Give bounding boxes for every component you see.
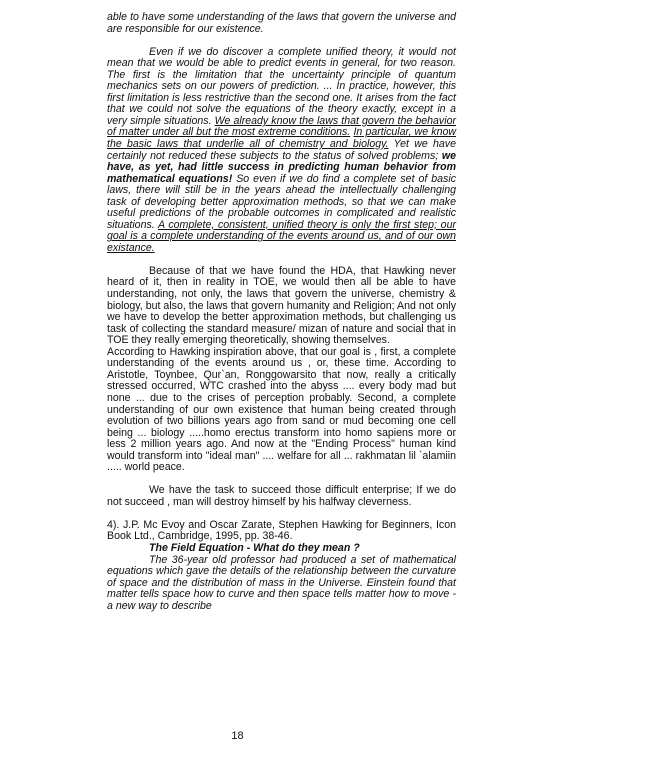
- paragraph-intro: able to have some understanding of the laws that govern the universe and are responsible for our existence.: [107, 11, 456, 35]
- quote-underlined-2: In particular, we know the basic laws that underlie all of chemistry and biology.: [107, 126, 457, 150]
- paragraph-hawking-quote: [107, 47, 456, 255]
- paragraph-inspiration: According to Hawking inspiration above, that our goal is , first, a complete understanding of the events around us , or, these time. According to Aristotle, Toynbee, Qur`an, Ronggowarsito that now, really a critically stressed occurred, WTC crashed into the abyss .... every body mad but none ... due to the crises of perception probably. Second, a complete understanding of our own existence that human being created through evolution of two billions years ago from sand or mud becoming one cell being ... biology .....homo erectus transform into homo sapiens more or less 2 million years ago. And now at the "Ending Process" human kind would transform into "ideal man" .... welfare for all ... rakhmatan lil `alamiin ..... world peace.: [107, 345, 456, 474]
- quote-underlined-3: A complete, consistent, unified theory is only the first step; our goal is a complete understanding of the events around us, and of our own existance.: [107, 218, 456, 254]
- paragraph-field-equation: The 36-year old professor had produced a set of mathematical equations which gave the details of the relationship between the curvature of space and the distribution of mass in the Universe. Einstein found that matter tells space how to curve and then space tells matter how to move - a new way to describe: [107, 553, 456, 612]
- quote-bold: we have, as yet, had little success in predicting human behavior from mathematical equations!: [107, 149, 456, 185]
- page-number: 18: [231, 730, 244, 742]
- document-page: [107, 12, 456, 612]
- quote-text-2: Yet we have certainly not reduced these subjects to the status of solved problems;: [107, 137, 456, 162]
- paragraph-hda: Because of that we have found the HDA, that Hawking never heard of it, then in reality in TOE, we would then all be able to have understanding, not only, the laws that govern the universe, chemistry & biology, but also, the laws that govern humanity and Religion; And not only we have to develop the better approximation methods, but challenging us task of collecting the standard measure/ mizan of nature and social that in TOE they really emerging theoretically, showing themselves.: [107, 264, 456, 347]
- quote-underlined-1: We already know the laws that govern the behavior of matter under all but the most extreme conditions.: [107, 114, 456, 139]
- quote-text-3: So even if we do find a complete set of basic laws, there will still be in the years ahead the intellectually challenging task of developing better approximation methods, so that we can make useful predictions of the probable outcomes in complicated and realistic situations.: [107, 172, 456, 231]
- quote-text-1: Even if we do discover a complete unified theory, it would not mean that we would be able to predict events in general, for two reason. The first is the limitation that the uncertainty principle of quantum mechanics sets on our powers of prediction. ... In practice, however, this first limitation is less restrictive than the second one. It arises from the fact that we could not solve the equations of the theory exactly, except in a very simple situations.: [107, 45, 456, 127]
- footnote-reference: 4). J.P. Mc Evoy and Oscar Zarate, Stephen Hawking for Beginners, Icon Book Ltd., Cambridge, 1995, pp. 38-46.: [107, 518, 456, 543]
- paragraph-task: We have the task to succeed those difficult enterprise; If we do not succeed , man will destroy himself by his halfway cleverness.: [107, 484, 456, 508]
- section-heading: The Field Equation - What do they mean ?: [149, 541, 360, 554]
